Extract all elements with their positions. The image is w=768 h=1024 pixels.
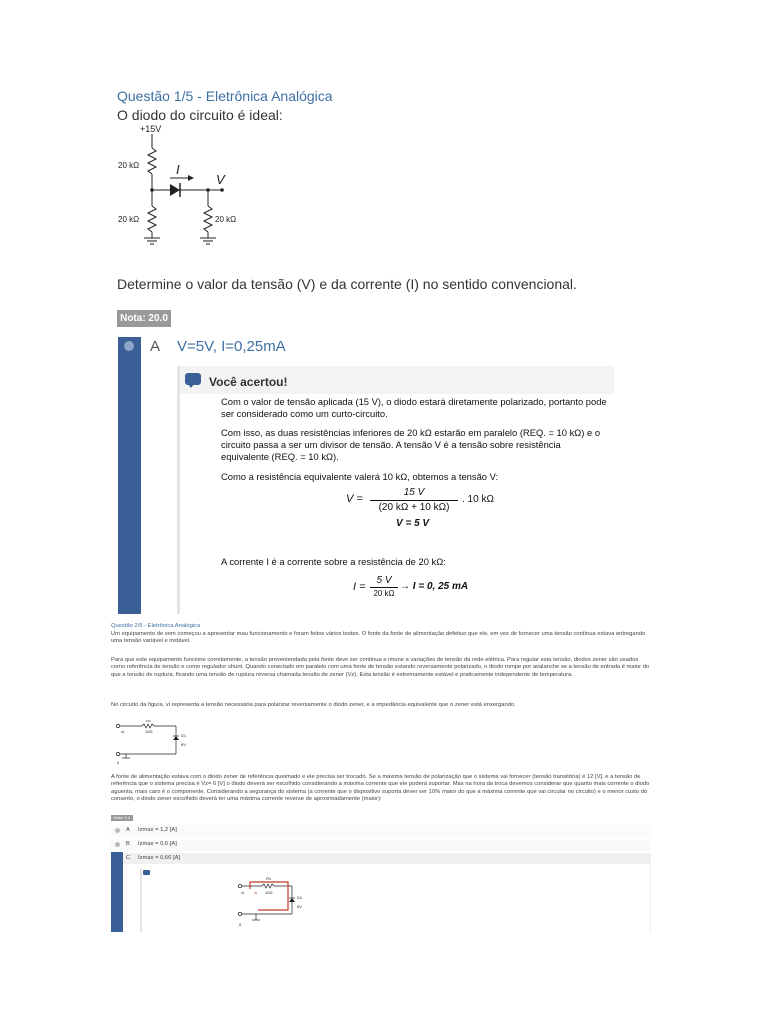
question2-grade-badge: Nota: 0.0 xyxy=(111,815,133,821)
zener-diode-icon-2 xyxy=(289,898,295,902)
svg-text:D1: D1 xyxy=(181,733,187,738)
question2-paragraph-1: Um equipamento de som começou a apresentar mau funcionamento e foram feitos vários testes. O fonte da fonte de alimentação defeituo que ele, em vez de fornecer uma tensão contínua estava entregando uma tensão variável e instável. xyxy=(111,631,646,645)
option-b-radio-icon[interactable] xyxy=(115,842,120,847)
svg-text:Is: Is xyxy=(254,890,258,895)
zener-circuit-current-diagram xyxy=(232,872,312,928)
svg-text:vi: vi xyxy=(121,729,124,734)
answer-text[interactable]: V=5V, I=0,25mA xyxy=(177,338,286,355)
svg-text:0: 0 xyxy=(239,922,242,927)
zener-circuit-diagram xyxy=(112,720,192,766)
question2-title: Questão 2/5 - Eletrônica Analógica xyxy=(111,623,201,629)
eq2-lhs: I = xyxy=(353,581,366,593)
diode-symbol xyxy=(170,184,180,196)
svg-text:6V: 6V xyxy=(181,742,186,747)
zener-diode-icon xyxy=(173,736,179,740)
eq1-lhs: V = xyxy=(346,493,363,505)
eq2-numerator: 5 V xyxy=(376,575,392,586)
eq1-denominator: (20 kΩ + 10 kΩ) xyxy=(378,502,450,513)
answer-radio-icon[interactable] xyxy=(124,341,134,351)
speech-bubble-icon xyxy=(185,373,201,385)
option-c-text: Izmax = 0,66 [A] xyxy=(138,855,181,861)
current-arrow-icon xyxy=(188,175,194,181)
eq1-result: V = 5 V xyxy=(396,518,430,529)
svg-text:10Ω: 10Ω xyxy=(265,890,273,895)
question-subtitle: O diodo do circuito é ideal: xyxy=(117,107,283,123)
answer-letter: A xyxy=(150,338,161,355)
option-c-letter: C xyxy=(126,855,131,861)
grade-badge: Nota: 20.0 xyxy=(117,310,171,327)
speech-bubble-icon-small xyxy=(143,870,150,875)
eq2-denominator: 20 kΩ xyxy=(373,589,395,598)
option-a-letter: A xyxy=(126,827,130,833)
option-row-a[interactable] xyxy=(111,825,651,837)
svg-text:6V: 6V xyxy=(297,904,302,909)
current-label: I xyxy=(176,162,180,177)
option-row-b[interactable] xyxy=(111,839,651,851)
r-bottom-right-label: 20 kΩ xyxy=(215,215,237,224)
supply-label: +15V xyxy=(140,124,162,134)
feedback-paragraph-1: Com o valor de tensão aplicada (15 V), o diodo estará diretamente polarizado, portanto pode ser considerado como um curto-circuito. xyxy=(221,396,607,419)
feedback-title: Você acertou! xyxy=(209,375,288,389)
svg-text:R1: R1 xyxy=(266,876,272,881)
option-b-text: Izmax = 0,6 [A] xyxy=(138,841,177,847)
feedback-border xyxy=(177,366,180,614)
question2-paragraph-2: Para que este equipamento funcione corretamente, a tensão proveniendada pela fonte deve ser contínua e imune a variações de tensão da rede elétrica. Para regular esta tensão, diodos zener são usados como referência de tensão e como regulador shunt. Quando conectado em paralelo com uma fonte de tensão estando reversamente polarizado, o diodo rompe por avalanche se a tensão de entrada é maior do que a tensão de ruptura, fixando uma tensão de ruptura reversa chamada tensão de zener (Vz). Esta tensão é extremamente estável e praticamente independente de temperatura. xyxy=(111,657,650,678)
question2-selected-bar xyxy=(111,852,123,932)
eq1-numerator: 15 V xyxy=(403,487,425,498)
feedback-paragraph-4: A corrente I é a corrente sobre a resistência de 20 kΩ: xyxy=(221,556,446,567)
svg-text:R1: R1 xyxy=(146,720,152,723)
svg-text:D1: D1 xyxy=(297,895,303,900)
eq1-fraction-bar xyxy=(370,500,458,501)
feedback-paragraph-2: Com isso, as duas resistências inferiores de 20 kΩ estarão em paralelo (REQ. = 10 kΩ) e o circuito passa a ser um divisor de tensão. A tensão V é a tensão sobre resistência equivalente (REQ. = 10 kΩ). xyxy=(221,427,601,462)
option-b-letter: B xyxy=(126,841,130,847)
option-a-radio-icon[interactable] xyxy=(115,828,120,833)
option-a-text: Izmax = 1,2 [A] xyxy=(138,827,177,833)
question2-paragraph-3: No circuito da figura, vi representa a tensão necessária para polarizar reversamente o diodo zener, e a impedância equivalente que o zener está enxergando. xyxy=(111,702,516,708)
eq1-tail: . 10 kΩ xyxy=(462,494,494,505)
r-top-label: 20 kΩ xyxy=(118,161,140,170)
question-prompt: Determine o valor da tensão (V) e da corrente (I) no sentido convencional. xyxy=(117,276,577,292)
svg-text:0: 0 xyxy=(117,760,120,765)
question-title: Questão 1/5 - Eletrônica Analógica xyxy=(117,88,333,104)
circuit-diagram xyxy=(112,120,252,246)
r-bottom-left-label: 20 kΩ xyxy=(118,215,140,224)
eq2-result: → I = 0, 25 mA xyxy=(400,581,469,592)
answer-selected-bar xyxy=(118,337,141,614)
voltage-label: V xyxy=(216,172,225,187)
svg-text:vi: vi xyxy=(241,890,244,895)
feedback-paragraph-3: Como a resistência equivalente valerá 10 kΩ, obtemos a tensão V: xyxy=(221,471,499,482)
svg-text:10Ω: 10Ω xyxy=(145,729,153,734)
question2-paragraph-4: A fonte de alimentação estava com o diodo zener de referência queimado e ele precisa ser trocado. Se a máxima tensão de polarização que o sistema vai fornecer (tensão transitória) é 12 [V], e a tensão de referência que o sistema precisa é Vz= 6 [V] o diodo deverá ser escolhido considerando a máxima corrente que ele poderá suportar. Mas na hora da troca devemos considerar que quanto mais corrente o diodo aguenta, mais caro é o componente. Considerando a segurança do sistema (a corrente que o dispositivo suporta dever ser 10% maior do que a máxima corrente que vai circular no circuito) e o menor custo do conserto, o diodo zener escolhido deverá ter uma máxima corrente reverse de aproximadamente (maior): xyxy=(111,774,650,803)
